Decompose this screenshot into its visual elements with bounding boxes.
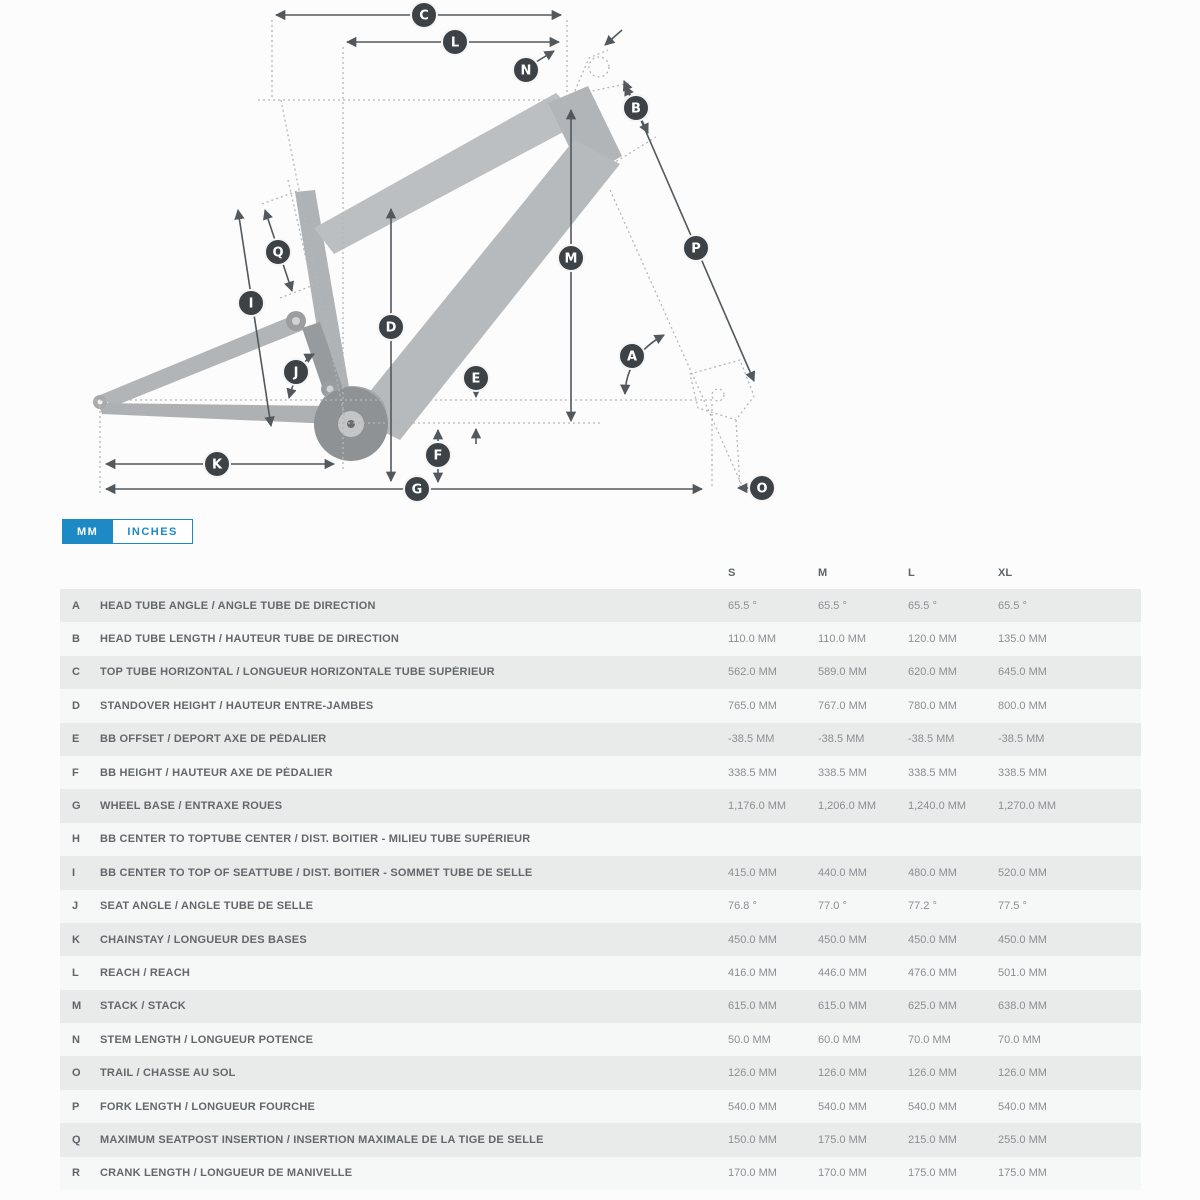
row-letter: Q bbox=[72, 1133, 81, 1146]
row-value-L: 120.0 MM bbox=[908, 633, 957, 646]
row-value-M: 175.0 MM bbox=[818, 1133, 867, 1146]
svg-text:E: E bbox=[471, 371, 481, 387]
svg-text:G: G bbox=[411, 482, 423, 498]
svg-text:Q: Q bbox=[272, 245, 284, 261]
diagram-marker-B bbox=[623, 95, 649, 121]
row-value-XL: 338.5 MM bbox=[998, 766, 1047, 779]
row-value-S: 126.0 MM bbox=[728, 1067, 777, 1080]
size-header-row bbox=[60, 556, 1141, 589]
row-value-XL: 645.0 MM bbox=[998, 666, 1047, 679]
diagram-marker-C bbox=[411, 2, 437, 28]
dimension-line-I bbox=[238, 210, 271, 426]
row-letter: C bbox=[72, 666, 80, 679]
geometry-row-E bbox=[60, 723, 1141, 756]
geometry-row-L bbox=[60, 956, 1141, 989]
svg-text:O: O bbox=[756, 481, 768, 497]
row-value-S: 76.8 ° bbox=[728, 900, 757, 913]
unit-toggle-inches[interactable]: INCHES bbox=[113, 519, 193, 544]
geometry-row-C bbox=[60, 656, 1141, 689]
row-letter: D bbox=[72, 699, 80, 712]
geometry-row-D bbox=[60, 689, 1141, 722]
row-value-XL: 70.0 MM bbox=[998, 1033, 1041, 1046]
svg-text:P: P bbox=[691, 241, 701, 257]
bike-geometry-diagram bbox=[0, 0, 1200, 510]
row-value-S: 450.0 MM bbox=[728, 933, 777, 946]
construction-lines bbox=[95, 20, 754, 494]
row-value-XL: 800.0 MM bbox=[998, 699, 1047, 712]
svg-text:I: I bbox=[248, 296, 254, 312]
geometry-row-O bbox=[60, 1056, 1141, 1089]
row-letter: K bbox=[72, 933, 80, 946]
row-label: BB HEIGHT / HAUTEUR AXE DE PÉDALIER bbox=[100, 766, 333, 779]
row-value-M: 65.5 ° bbox=[818, 599, 847, 612]
diagram-marker-J bbox=[283, 359, 309, 385]
row-value-M: 589.0 MM bbox=[818, 666, 867, 679]
svg-text:C: C bbox=[419, 8, 429, 24]
row-value-XL: -38.5 MM bbox=[998, 733, 1045, 746]
svg-text:A: A bbox=[626, 349, 638, 365]
row-value-L: 126.0 MM bbox=[908, 1067, 957, 1080]
row-value-L: 625.0 MM bbox=[908, 1000, 957, 1013]
row-value-L: 780.0 MM bbox=[908, 699, 957, 712]
size-column-header: S bbox=[728, 566, 736, 579]
geometry-row-J bbox=[60, 890, 1141, 923]
row-value-M: 446.0 MM bbox=[818, 966, 867, 979]
row-value-L: -38.5 MM bbox=[908, 733, 955, 746]
row-value-L: 620.0 MM bbox=[908, 666, 957, 679]
row-letter: J bbox=[72, 900, 79, 913]
diagram-marker-I bbox=[238, 290, 264, 316]
svg-text:L: L bbox=[450, 35, 460, 51]
row-letter: B bbox=[72, 633, 80, 646]
row-letter: A bbox=[72, 599, 80, 612]
row-value-XL: 175.0 MM bbox=[998, 1167, 1047, 1180]
dimension-arrow-N bbox=[536, 51, 554, 62]
diagram-marker-G bbox=[404, 476, 430, 502]
geometry-row-R bbox=[60, 1157, 1141, 1190]
size-column-header: M bbox=[818, 566, 828, 579]
svg-text:J: J bbox=[293, 365, 299, 381]
row-value-M: 1,206.0 MM bbox=[818, 800, 877, 813]
row-value-L: 77.2 ° bbox=[908, 900, 937, 913]
geometry-row-Q bbox=[60, 1123, 1141, 1156]
row-value-S: 416.0 MM bbox=[728, 966, 777, 979]
geometry-row-F bbox=[60, 756, 1141, 789]
diagram-marker-F bbox=[425, 442, 451, 468]
row-value-S: 65.5 ° bbox=[728, 599, 757, 612]
row-value-L: 480.0 MM bbox=[908, 866, 957, 879]
row-value-S: 415.0 MM bbox=[728, 866, 777, 879]
svg-text:B: B bbox=[631, 101, 641, 117]
row-letter: I bbox=[72, 866, 76, 879]
geometry-table bbox=[60, 556, 1141, 1190]
row-value-M: 615.0 MM bbox=[818, 1000, 867, 1013]
row-value-S: 170.0 MM bbox=[728, 1167, 777, 1180]
size-column-header: L bbox=[908, 566, 915, 579]
row-label: WHEEL BASE / ENTRAXE ROUES bbox=[100, 800, 283, 813]
svg-text:K: K bbox=[211, 457, 223, 473]
geometry-row-A bbox=[60, 589, 1141, 622]
row-value-L: 338.5 MM bbox=[908, 766, 957, 779]
row-value-M: 450.0 MM bbox=[818, 933, 867, 946]
row-label: CRANK LENGTH / LONGUEUR DE MANIVELLE bbox=[100, 1167, 353, 1180]
unit-toggle-mm[interactable]: MM bbox=[62, 519, 113, 544]
row-label: MAXIMUM SEATPOST INSERTION / INSERTION MAXIMALE DE LA TIGE DE SELLE bbox=[100, 1133, 544, 1146]
diagram-marker-L bbox=[442, 29, 468, 55]
diagram-marker-E bbox=[463, 365, 489, 391]
geometry-row-G bbox=[60, 789, 1141, 822]
row-letter: F bbox=[72, 766, 79, 779]
row-value-XL: 135.0 MM bbox=[998, 633, 1047, 646]
row-value-L: 476.0 MM bbox=[908, 966, 957, 979]
row-label: BB OFFSET / DEPORT AXE DE PÉDALIER bbox=[100, 733, 327, 746]
row-value-S: 150.0 MM bbox=[728, 1133, 777, 1146]
diagram-marker-K bbox=[204, 451, 230, 477]
row-value-XL: 65.5 ° bbox=[998, 599, 1027, 612]
row-label: TRAIL / CHASSE AU SOL bbox=[100, 1067, 236, 1080]
row-letter: E bbox=[72, 733, 80, 746]
row-letter: L bbox=[72, 966, 79, 979]
row-label: STACK / STACK bbox=[100, 1000, 186, 1013]
row-label: CHAINSTAY / LONGUEUR DES BASES bbox=[100, 933, 307, 946]
row-value-L: 175.0 MM bbox=[908, 1167, 957, 1180]
row-label: BB CENTER TO TOP OF SEATTUBE / DIST. BOITIER - SOMMET TUBE DE SELLE bbox=[100, 866, 533, 879]
row-value-L: 65.5 ° bbox=[908, 599, 937, 612]
row-value-L: 540.0 MM bbox=[908, 1100, 957, 1113]
row-label: BB CENTER TO TOPTUBE CENTER / DIST. BOITIER - MILIEU TUBE SUPÉRIEUR bbox=[100, 833, 531, 846]
row-value-S: 615.0 MM bbox=[728, 1000, 777, 1013]
row-value-M: 338.5 MM bbox=[818, 766, 867, 779]
row-letter: R bbox=[72, 1167, 80, 1180]
row-value-S: 110.0 MM bbox=[728, 633, 777, 646]
row-value-XL: 126.0 MM bbox=[998, 1067, 1047, 1080]
row-value-L: 450.0 MM bbox=[908, 933, 957, 946]
row-value-M: 60.0 MM bbox=[818, 1033, 861, 1046]
bike-frame-illustration bbox=[93, 86, 622, 461]
row-value-XL: 540.0 MM bbox=[998, 1100, 1047, 1113]
diagram-marker-O bbox=[749, 475, 775, 501]
row-label: STEM LENGTH / LONGUEUR POTENCE bbox=[100, 1033, 314, 1046]
row-value-S: 338.5 MM bbox=[728, 766, 777, 779]
dimension-arrow-stem bbox=[605, 30, 622, 45]
geometry-row-I bbox=[60, 856, 1141, 889]
diagram-marker-D bbox=[378, 314, 404, 340]
row-value-XL: 450.0 MM bbox=[998, 933, 1047, 946]
geometry-row-H bbox=[60, 823, 1141, 856]
row-value-M: 126.0 MM bbox=[818, 1067, 867, 1080]
diagram-marker-Q bbox=[265, 239, 291, 265]
row-value-XL: 1,270.0 MM bbox=[998, 800, 1057, 813]
row-value-M: -38.5 MM bbox=[818, 733, 865, 746]
row-value-S: 562.0 MM bbox=[728, 666, 777, 679]
svg-text:M: M bbox=[564, 251, 578, 267]
row-value-XL: 638.0 MM bbox=[998, 1000, 1047, 1013]
row-label: REACH / REACH bbox=[100, 966, 190, 979]
row-value-M: 110.0 MM bbox=[818, 633, 867, 646]
row-value-XL: 520.0 MM bbox=[998, 866, 1047, 879]
row-letter: O bbox=[72, 1067, 81, 1080]
svg-text:D: D bbox=[385, 320, 397, 336]
geometry-row-K bbox=[60, 923, 1141, 956]
row-label: SEAT ANGLE / ANGLE TUBE DE SELLE bbox=[100, 900, 314, 913]
row-value-XL: 255.0 MM bbox=[998, 1133, 1047, 1146]
row-letter: H bbox=[72, 833, 80, 846]
row-value-S: 1,176.0 MM bbox=[728, 800, 787, 813]
row-value-S: -38.5 MM bbox=[728, 733, 775, 746]
svg-text:F: F bbox=[433, 448, 443, 464]
geometry-row-B bbox=[60, 622, 1141, 655]
row-value-M: 767.0 MM bbox=[818, 699, 867, 712]
row-value-M: 170.0 MM bbox=[818, 1167, 867, 1180]
dimension-line-P bbox=[624, 81, 754, 381]
row-letter: G bbox=[72, 800, 81, 813]
row-letter: M bbox=[72, 1000, 82, 1013]
diagram-marker-A bbox=[619, 343, 645, 369]
row-label: HEAD TUBE ANGLE / ANGLE TUBE DE DIRECTION bbox=[100, 599, 376, 612]
row-value-S: 765.0 MM bbox=[728, 699, 777, 712]
row-value-M: 77.0 ° bbox=[818, 900, 847, 913]
row-value-L: 215.0 MM bbox=[908, 1133, 957, 1146]
row-value-M: 440.0 MM bbox=[818, 866, 867, 879]
row-letter: P bbox=[72, 1100, 80, 1113]
row-value-L: 70.0 MM bbox=[908, 1033, 951, 1046]
row-value-XL: 77.5 ° bbox=[998, 900, 1027, 913]
row-label: HEAD TUBE LENGTH / HAUTEUR TUBE DE DIRECTION bbox=[100, 633, 400, 646]
row-label: STANDOVER HEIGHT / HAUTEUR ENTRE-JAMBES bbox=[100, 699, 374, 712]
row-letter: N bbox=[72, 1033, 80, 1046]
geometry-row-P bbox=[60, 1090, 1141, 1123]
row-value-L: 1,240.0 MM bbox=[908, 800, 967, 813]
size-column-header: XL bbox=[998, 566, 1013, 579]
row-label: TOP TUBE HORIZONTAL / LONGUEUR HORIZONTALE TUBE SUPÉRIEUR bbox=[100, 666, 495, 679]
svg-text:N: N bbox=[520, 63, 532, 79]
geometry-row-M bbox=[60, 990, 1141, 1023]
row-value-S: 50.0 MM bbox=[728, 1033, 771, 1046]
row-value-S: 540.0 MM bbox=[728, 1100, 777, 1113]
diagram-marker-P bbox=[683, 235, 709, 261]
row-value-M: 540.0 MM bbox=[818, 1100, 867, 1113]
row-value-XL: 501.0 MM bbox=[998, 966, 1047, 979]
unit-toggle bbox=[62, 519, 193, 544]
geometry-row-N bbox=[60, 1023, 1141, 1056]
diagram-marker-M bbox=[558, 245, 584, 271]
row-label: FORK LENGTH / LONGUEUR FOURCHE bbox=[100, 1100, 315, 1113]
diagram-marker-N bbox=[513, 57, 539, 83]
